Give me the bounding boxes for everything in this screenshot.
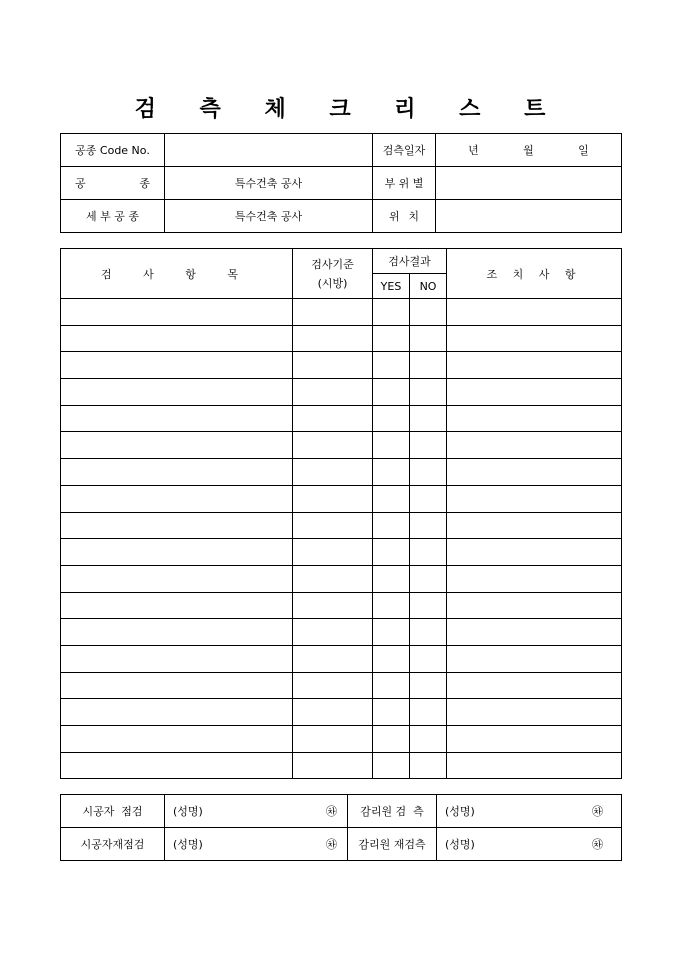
row-standard-cell[interactable] xyxy=(293,432,373,459)
row-action-cell[interactable] xyxy=(447,645,622,672)
row-no-cell[interactable] xyxy=(410,459,447,486)
row-standard-cell[interactable] xyxy=(293,379,373,406)
row-action-cell[interactable] xyxy=(447,672,622,699)
seal-icon: ㉷ xyxy=(326,838,337,851)
supervisor-reinspect-sign[interactable]: (성명) ㉷ xyxy=(437,828,622,861)
row-no-cell[interactable] xyxy=(410,485,447,512)
row-action-cell[interactable] xyxy=(447,699,622,726)
row-yes-cell[interactable] xyxy=(373,299,410,326)
row-item-cell[interactable] xyxy=(61,512,293,539)
row-yes-cell[interactable] xyxy=(373,459,410,486)
row-item-cell[interactable] xyxy=(61,325,293,352)
row-standard-cell[interactable] xyxy=(293,645,373,672)
row-item-cell[interactable] xyxy=(61,592,293,619)
info-table xyxy=(60,133,622,233)
row-yes-cell[interactable] xyxy=(373,539,410,566)
row-yes-cell[interactable] xyxy=(373,619,410,646)
row-yes-cell[interactable] xyxy=(373,672,410,699)
seal-icon: ㉷ xyxy=(326,805,337,818)
row-action-cell[interactable] xyxy=(447,325,622,352)
row-item-cell[interactable] xyxy=(61,726,293,753)
location-label: 위 치 xyxy=(373,200,436,233)
row-item-cell[interactable] xyxy=(61,539,293,566)
row-yes-cell[interactable] xyxy=(373,699,410,726)
info-row-code xyxy=(61,134,622,167)
table-row xyxy=(61,459,622,486)
table-row xyxy=(61,699,622,726)
row-standard-cell[interactable] xyxy=(293,405,373,432)
row-standard-cell[interactable] xyxy=(293,485,373,512)
row-yes-cell[interactable] xyxy=(373,565,410,592)
table-row xyxy=(61,299,622,326)
row-yes-cell[interactable] xyxy=(373,592,410,619)
row-action-cell[interactable] xyxy=(447,432,622,459)
table-row xyxy=(61,485,622,512)
row-item-cell[interactable] xyxy=(61,459,293,486)
document-title: 검 측 체 크 리 스 트 xyxy=(134,96,564,122)
supervisor-reinspect-label: 감리원 재검측 xyxy=(348,828,437,861)
row-yes-cell[interactable] xyxy=(373,485,410,512)
row-item-cell[interactable] xyxy=(61,565,293,592)
row-no-cell[interactable] xyxy=(410,352,447,379)
row-item-cell[interactable] xyxy=(61,645,293,672)
row-yes-cell[interactable] xyxy=(373,752,410,779)
supervisor-inspect-label: 감리원 검 측 xyxy=(348,795,437,828)
row-action-cell[interactable] xyxy=(447,512,622,539)
row-standard-cell[interactable] xyxy=(293,565,373,592)
supervisor-inspect-sign[interactable]: (성명) ㉷ xyxy=(437,795,622,828)
seal-icon: ㉷ xyxy=(592,838,603,851)
table-row xyxy=(61,512,622,539)
location-value[interactable] xyxy=(436,200,622,233)
row-standard-cell[interactable] xyxy=(293,325,373,352)
row-action-cell[interactable] xyxy=(447,405,622,432)
table-row xyxy=(61,539,622,566)
table-row xyxy=(61,672,622,699)
checklist-header-row xyxy=(61,249,622,274)
contractor-recheck-sign[interactable]: (성명) ㉷ xyxy=(165,828,348,861)
row-yes-cell[interactable] xyxy=(373,645,410,672)
row-action-cell[interactable] xyxy=(447,565,622,592)
checklist-table xyxy=(60,248,622,779)
row-no-cell[interactable] xyxy=(410,325,447,352)
row-action-cell[interactable] xyxy=(447,592,622,619)
row-action-cell[interactable] xyxy=(447,726,622,753)
table-row xyxy=(61,592,622,619)
signoff-table xyxy=(60,794,622,861)
row-yes-cell[interactable] xyxy=(373,432,410,459)
row-item-cell[interactable] xyxy=(61,619,293,646)
row-item-cell[interactable] xyxy=(61,379,293,406)
row-no-cell[interactable] xyxy=(410,645,447,672)
row-standard-cell[interactable] xyxy=(293,512,373,539)
row-standard-cell[interactable] xyxy=(293,299,373,326)
row-standard-cell[interactable] xyxy=(293,352,373,379)
inspection-date-field[interactable] xyxy=(436,134,622,167)
row-no-cell[interactable] xyxy=(410,726,447,753)
header-result: 검사결과 xyxy=(373,249,447,274)
row-no-cell[interactable] xyxy=(410,512,447,539)
row-no-cell[interactable] xyxy=(410,405,447,432)
row-item-cell[interactable] xyxy=(61,699,293,726)
row-yes-cell[interactable] xyxy=(373,352,410,379)
work-code-label: 공종 Code No. xyxy=(61,134,165,167)
contractor-check-sign[interactable]: (성명) ㉷ xyxy=(165,795,348,828)
row-item-cell[interactable] xyxy=(61,432,293,459)
header-action: 조 치 사 항 xyxy=(447,249,622,299)
row-item-cell[interactable] xyxy=(61,672,293,699)
checklist-rows xyxy=(61,299,622,779)
row-no-cell[interactable] xyxy=(410,752,447,779)
row-item-cell[interactable] xyxy=(61,405,293,432)
row-item-cell[interactable] xyxy=(61,752,293,779)
signoff-row-2 xyxy=(61,828,622,861)
row-no-cell[interactable] xyxy=(410,432,447,459)
header-yes: YES xyxy=(373,274,410,299)
row-yes-cell[interactable] xyxy=(373,512,410,539)
row-action-cell[interactable] xyxy=(447,299,622,326)
part-label: 부 위 별 xyxy=(373,167,436,200)
detail-work-value[interactable]: 특수건축 공사 xyxy=(165,200,373,233)
header-standard: 검사기준 (시방) xyxy=(293,249,373,299)
row-action-cell[interactable] xyxy=(447,459,622,486)
row-action-cell[interactable] xyxy=(447,539,622,566)
row-no-cell[interactable] xyxy=(410,592,447,619)
row-item-cell[interactable] xyxy=(61,485,293,512)
row-yes-cell[interactable] xyxy=(373,325,410,352)
contractor-check-label: 시공자 점검 xyxy=(61,795,165,828)
row-standard-cell[interactable] xyxy=(293,752,373,779)
row-standard-cell[interactable] xyxy=(293,699,373,726)
row-standard-cell[interactable] xyxy=(293,726,373,753)
info-row-detail xyxy=(61,200,622,233)
part-value[interactable] xyxy=(436,167,622,200)
table-row xyxy=(61,645,622,672)
table-row xyxy=(61,619,622,646)
row-standard-cell[interactable] xyxy=(293,672,373,699)
table-row xyxy=(61,405,622,432)
row-action-cell[interactable] xyxy=(447,752,622,779)
work-type-label: 공 종 xyxy=(61,167,165,200)
row-standard-cell[interactable] xyxy=(293,539,373,566)
row-item-cell[interactable] xyxy=(61,299,293,326)
table-row xyxy=(61,325,622,352)
work-type-value[interactable]: 특수건축 공사 xyxy=(165,167,373,200)
detail-work-label: 세 부 공 종 xyxy=(61,200,165,233)
row-no-cell[interactable] xyxy=(410,672,447,699)
row-no-cell[interactable] xyxy=(410,299,447,326)
table-row xyxy=(61,752,622,779)
row-yes-cell[interactable] xyxy=(373,405,410,432)
info-row-work-type xyxy=(61,167,622,200)
header-item: 검 사 항 목 xyxy=(61,249,293,299)
row-standard-cell[interactable] xyxy=(293,619,373,646)
date-month: 월 xyxy=(523,144,534,157)
row-item-cell[interactable] xyxy=(61,352,293,379)
row-no-cell[interactable] xyxy=(410,539,447,566)
table-row xyxy=(61,379,622,406)
row-no-cell[interactable] xyxy=(410,379,447,406)
contractor-recheck-label: 시공자재점검 xyxy=(61,828,165,861)
row-yes-cell[interactable] xyxy=(373,379,410,406)
row-action-cell[interactable] xyxy=(447,379,622,406)
work-code-value[interactable] xyxy=(165,134,373,167)
date-year: 년 xyxy=(468,144,479,157)
row-standard-cell[interactable] xyxy=(293,459,373,486)
row-no-cell[interactable] xyxy=(410,699,447,726)
date-day: 일 xyxy=(578,144,589,157)
row-no-cell[interactable] xyxy=(410,619,447,646)
seal-icon: ㉷ xyxy=(592,805,603,818)
row-no-cell[interactable] xyxy=(410,565,447,592)
row-yes-cell[interactable] xyxy=(373,726,410,753)
inspection-date-label: 검측일자 xyxy=(373,134,436,167)
header-no: NO xyxy=(410,274,447,299)
signoff-row-1 xyxy=(61,795,622,828)
table-row xyxy=(61,565,622,592)
row-action-cell[interactable] xyxy=(447,352,622,379)
row-standard-cell[interactable] xyxy=(293,592,373,619)
table-row xyxy=(61,726,622,753)
row-action-cell[interactable] xyxy=(447,485,622,512)
table-row xyxy=(61,352,622,379)
table-row xyxy=(61,432,622,459)
row-action-cell[interactable] xyxy=(447,619,622,646)
